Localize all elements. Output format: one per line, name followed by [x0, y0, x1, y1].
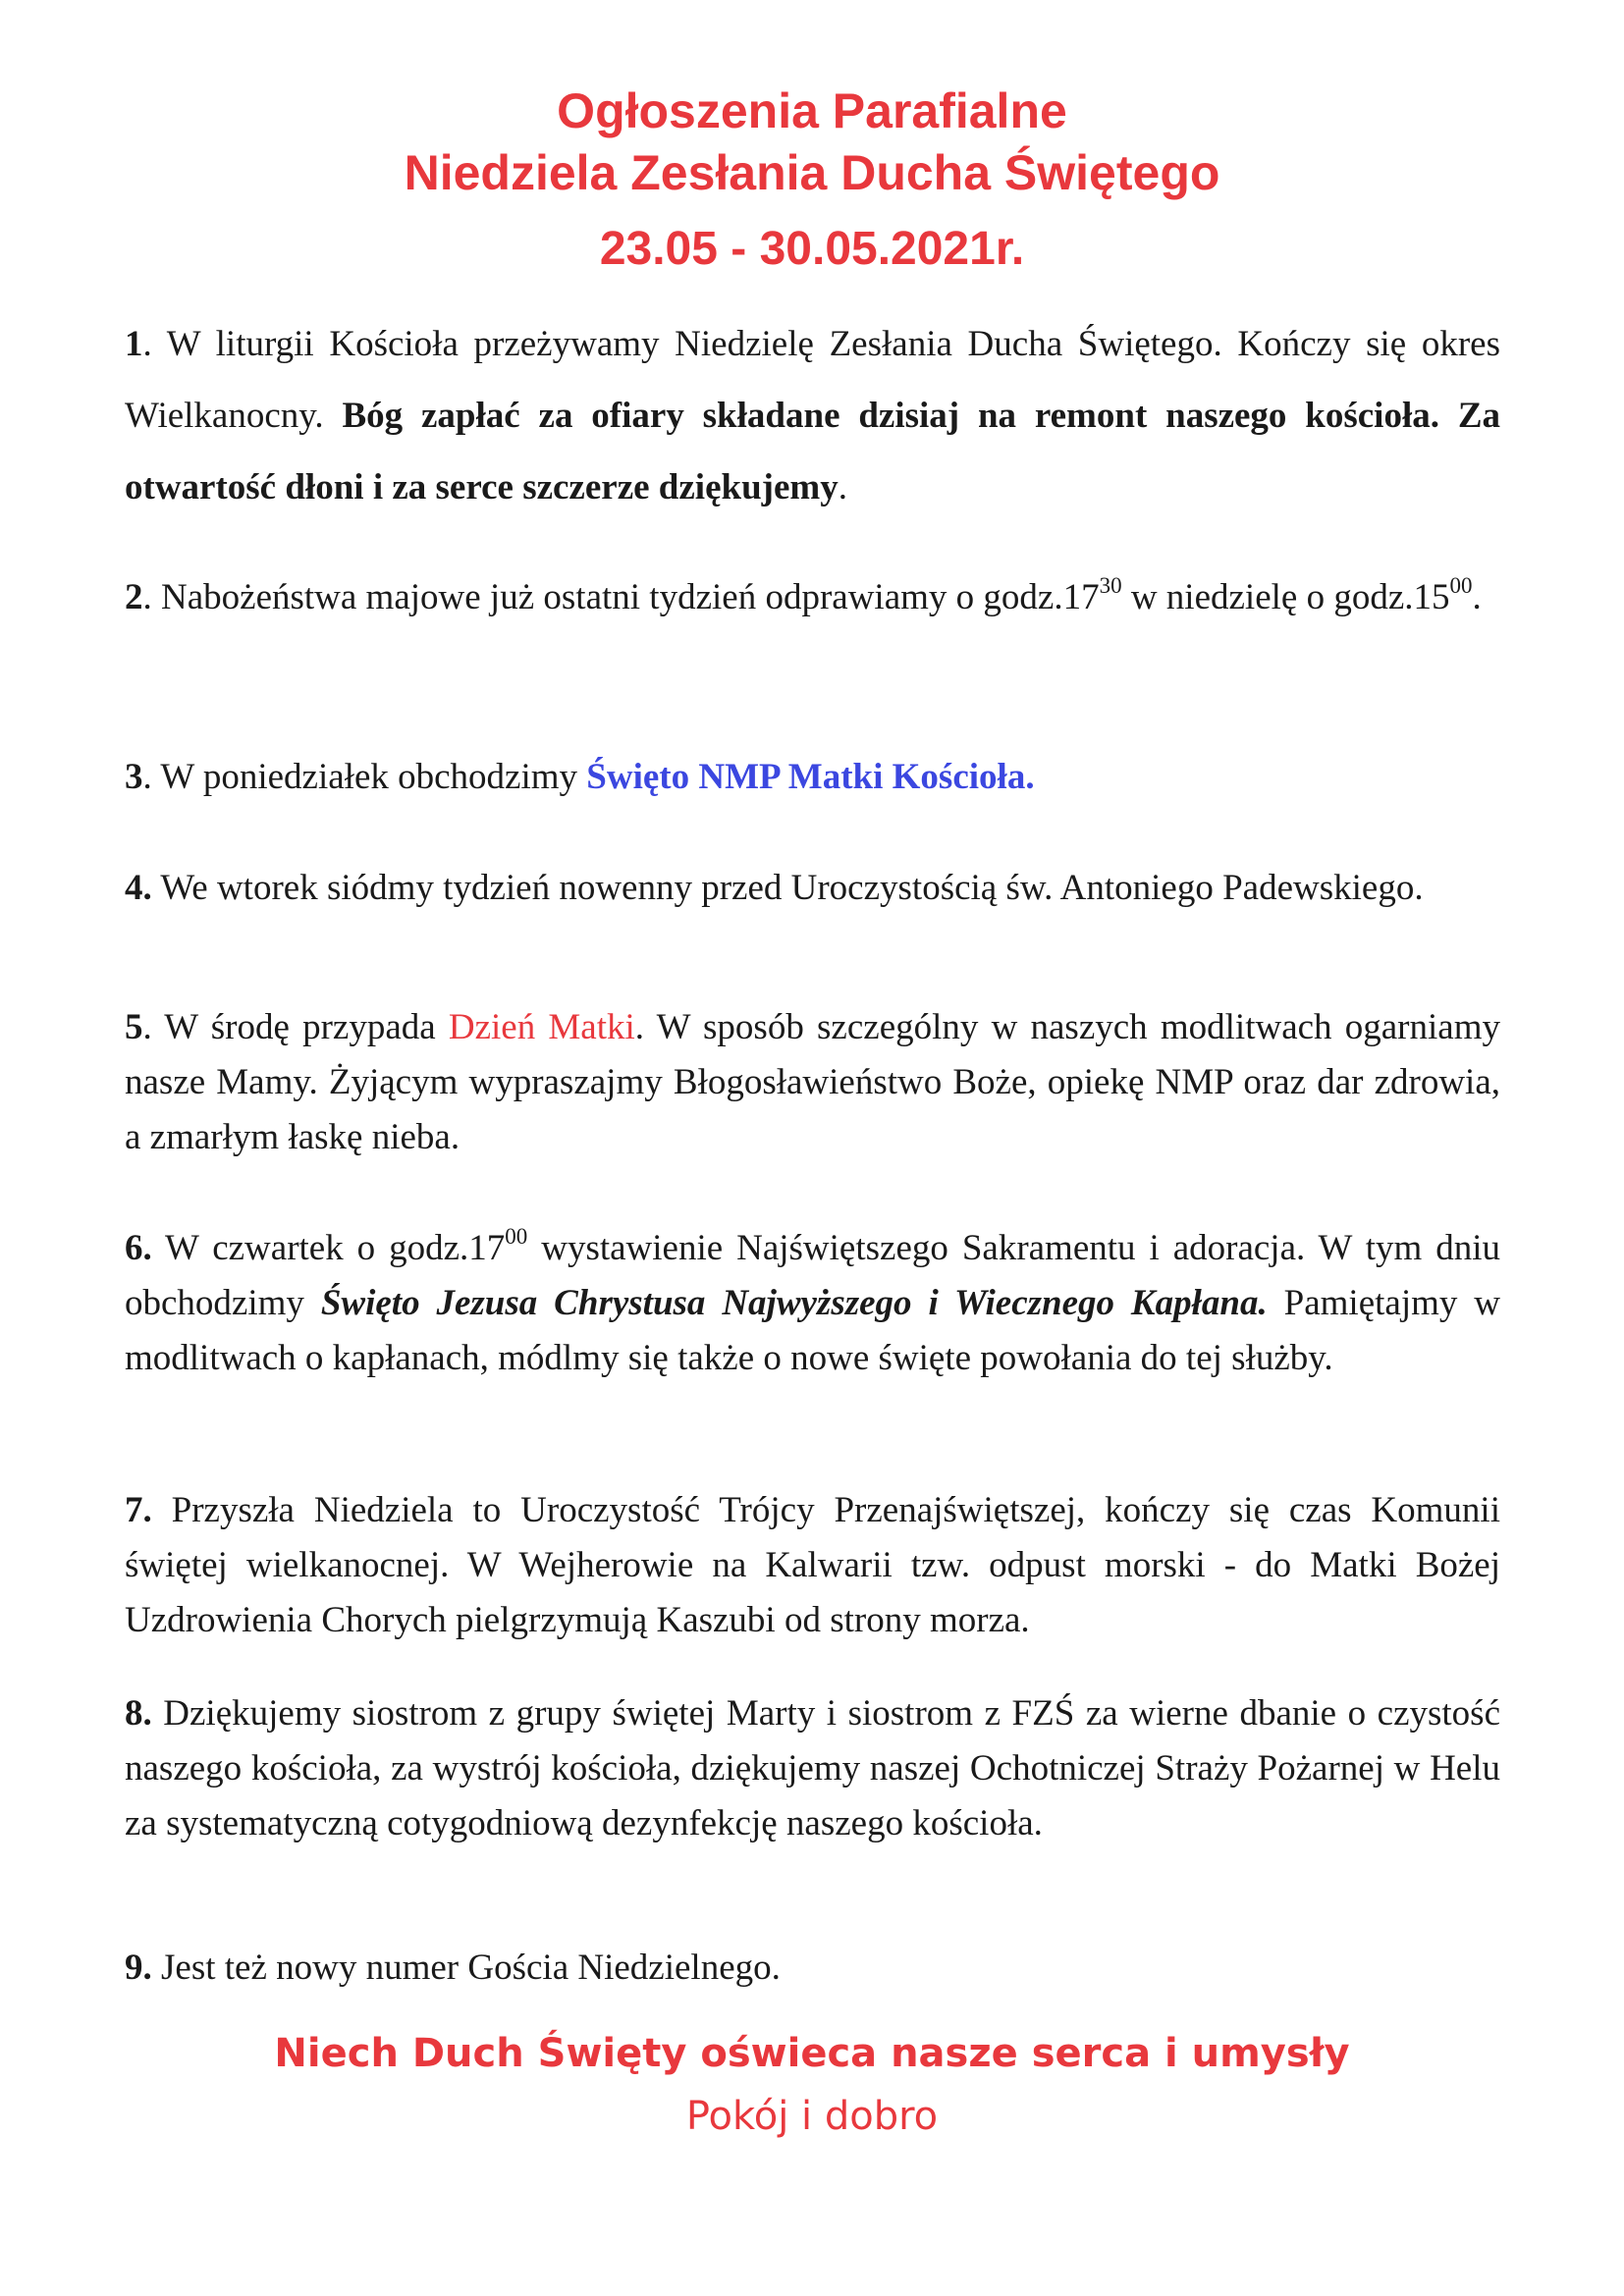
time-superscript: 30 [1099, 573, 1122, 598]
item-number: 3 [125, 757, 143, 797]
title-line-1: Ogłoszenia Parafialne [557, 83, 1067, 138]
item-number: 1 [125, 324, 143, 364]
item-number: 4. [125, 868, 152, 908]
item-number: 5 [125, 1007, 143, 1047]
item-text: . W poniedziałek obchodzimy [142, 757, 587, 797]
announcement-7 [125, 1483, 1500, 1648]
footer-greeting: Pokój i dobro [685, 2094, 939, 2139]
announcement-4 [125, 852, 1500, 924]
announcement-1 [125, 308, 1500, 523]
item-text: w niedzielę o godz.15 [1121, 577, 1450, 617]
announcement-2 [125, 561, 1500, 633]
item-number: 9. [125, 1948, 152, 1988]
item-number: 8. [125, 1693, 152, 1734]
item-number: 7. [125, 1490, 152, 1530]
feast-bold-italic: Święto Jezusa Chrystusa Najwyższego i Wiecznego Kapłana. [320, 1283, 1268, 1323]
announcement-8 [125, 1686, 1500, 1851]
announcement-6 [125, 1221, 1500, 1386]
item-text: . Nabożeństwa majowe już ostatni tydzień odprawiamy o godz.17 [142, 577, 1100, 617]
item-text: Jest też nowy numer Gościa Niedzielnego. [151, 1948, 781, 1988]
item-text: Pamiętajmy w modlitwach o kapłanach, módlmy się także o nowe święte powołania do tej służby. [125, 1283, 1501, 1378]
item-text: . W środę przypada [142, 1007, 449, 1047]
footer-blessing: Niech Duch Święty oświeca nasze serca i umysły [274, 2031, 1350, 2076]
announcement-5 [125, 1000, 1500, 1165]
announcement-9 [125, 1941, 1500, 1996]
item-text: W czwartek o godz.17 [151, 1228, 506, 1268]
announcement-3 [125, 741, 1500, 813]
header [0, 80, 1624, 279]
item-text: . [1472, 577, 1482, 617]
item-text: wystawienie Najświętszego Sakramentu i adoracja. W tym dniu obchodzimy [125, 1228, 1500, 1323]
item-text: . [838, 467, 847, 507]
footer [0, 2024, 1624, 2146]
item-text: . W liturgii Kościoła przeżywamy Niedzielę Zesłania Ducha Świętego. Kończy się okres Wielkanocny. [125, 324, 1500, 436]
feast-highlight: Święto NMP Matki Kościoła. [586, 757, 1035, 797]
title-line-2: Niedziela Zesłania Ducha Świętego [404, 145, 1220, 200]
item-text: Przyszła Niedziela to Uroczystość Trójcy Przenajświętszej, kończy się czas Komunii świętej wielkanocnej. W Wejherowie na Kalwarii tzw. odpust morski - do Matki Bożej Uzdrowienia Chorych pielgrzymują Kaszubi od strony morza. [125, 1490, 1500, 1640]
time-superscript: 00 [1449, 573, 1473, 598]
item-text: Dziękujemy siostrom z grupy świętej Marty i siostrom z FZŚ za wierne dbanie o czystość naszego kościoła, za wystrój kościoła, dziękujemy naszej Ochotniczej Straży Pożarnej w Helu za systematyczną cotygodniową dezynfekcję naszego kościoła. [125, 1693, 1500, 1843]
item-number: 6. [125, 1228, 152, 1268]
mothers-day-highlight: Dzień Matki [448, 1007, 635, 1047]
date-range: 23.05 - 30.05.2021r. [599, 223, 1025, 275]
item-bold-text: Bóg zapłać za ofiary składane dzisiaj na remont naszego kościoła. Za otwartość dłoni i za serce szczerze dziękujemy [125, 396, 1501, 507]
item-text: We wtorek siódmy tydzień nowenny przed Uroczystością św. Antoniego Padewskiego. [151, 868, 1424, 908]
item-text: . W sposób szczególny w naszych modlitwach ogarniamy nasze Mamy. Żyjącym wypraszajmy Błogosławieństwo Boże, opiekę NMP oraz dar zdrowia, a zmarłym łaskę nieba. [125, 1007, 1500, 1157]
time-superscript: 00 [505, 1224, 528, 1249]
item-number: 2 [125, 577, 143, 617]
